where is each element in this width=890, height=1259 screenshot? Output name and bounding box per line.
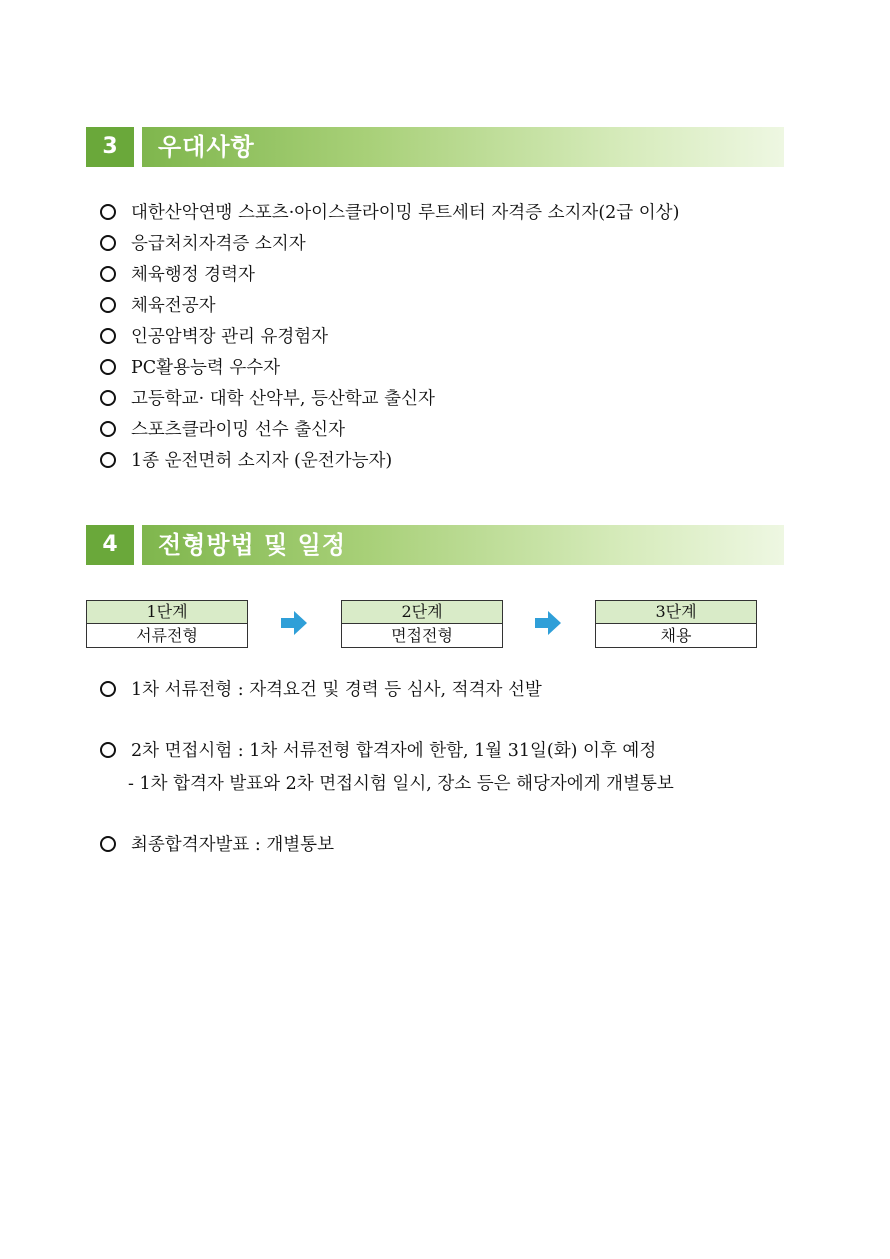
- step-name: 면접전형: [342, 624, 502, 647]
- step-box-2: [341, 600, 503, 648]
- list-item: 고등학교· 대학 산악부, 등산학교 출신자: [100, 384, 679, 415]
- circle-bullet-icon: [100, 742, 116, 758]
- circle-bullet-icon: [100, 297, 116, 313]
- circle-bullet-icon: [100, 328, 116, 344]
- step-stage: 3단계: [596, 601, 756, 624]
- circle-bullet-icon: [100, 836, 116, 852]
- circle-bullet-icon: [100, 681, 116, 697]
- section-title-bar: [142, 525, 784, 565]
- arrow-right-icon: [281, 610, 307, 636]
- detail-first-round: 1차 서류전형 : 자격요건 및 경력 등 심사, 적격자 선발: [100, 676, 542, 701]
- circle-bullet-icon: [100, 235, 116, 251]
- circle-bullet-icon: [100, 359, 116, 375]
- step-box-3: [595, 600, 757, 648]
- circle-bullet-icon: [100, 266, 116, 282]
- list-item: 스포츠클라이밍 선수 출신자: [100, 415, 679, 446]
- step-name: 채용: [596, 624, 756, 647]
- arrow-right-icon: [535, 610, 561, 636]
- list-item: 체육전공자: [100, 291, 679, 322]
- list-item: 인공암벽장 관리 유경험자: [100, 322, 679, 353]
- section-3-header: [86, 127, 784, 167]
- circle-bullet-icon: [100, 421, 116, 437]
- step-box-1: [86, 600, 248, 648]
- step-stage: 2단계: [342, 601, 502, 624]
- list-item: 1종 운전면허 소지자 (운전가능자): [100, 446, 679, 477]
- section-number: 3: [86, 127, 134, 167]
- detail-second-note: - 1차 합격자 발표와 2차 면접시험 일시, 장소 등은 해당자에게 개별통보: [128, 774, 674, 794]
- circle-bullet-icon: [100, 390, 116, 406]
- list-item: 체육행정 경력자: [100, 260, 679, 291]
- section-title-bar: [142, 127, 784, 167]
- preference-list: [100, 198, 679, 477]
- circle-bullet-icon: [100, 204, 116, 220]
- section-title: 우대사항: [158, 133, 255, 161]
- detail-final: 최종합격자발표 : 개별통보: [100, 831, 334, 856]
- section-4-header: [86, 525, 784, 565]
- step-stage: 1단계: [87, 601, 247, 624]
- circle-bullet-icon: [100, 452, 116, 468]
- list-item: PC활용능력 우수자: [100, 353, 679, 384]
- list-item: 대한산악연맹 스포츠·아이스클라이밍 루트세터 자격증 소지자(2급 이상): [100, 198, 679, 229]
- step-name: 서류전형: [87, 624, 247, 647]
- detail-second-round: 2차 면접시험 : 1차 서류전형 합격자에 한함, 1월 31일(화) 이후 예정: [100, 737, 656, 762]
- section-title: 전형방법 및 일정: [158, 531, 346, 559]
- list-item: 응급처치자격증 소지자: [100, 229, 679, 260]
- section-number: 4: [86, 525, 134, 565]
